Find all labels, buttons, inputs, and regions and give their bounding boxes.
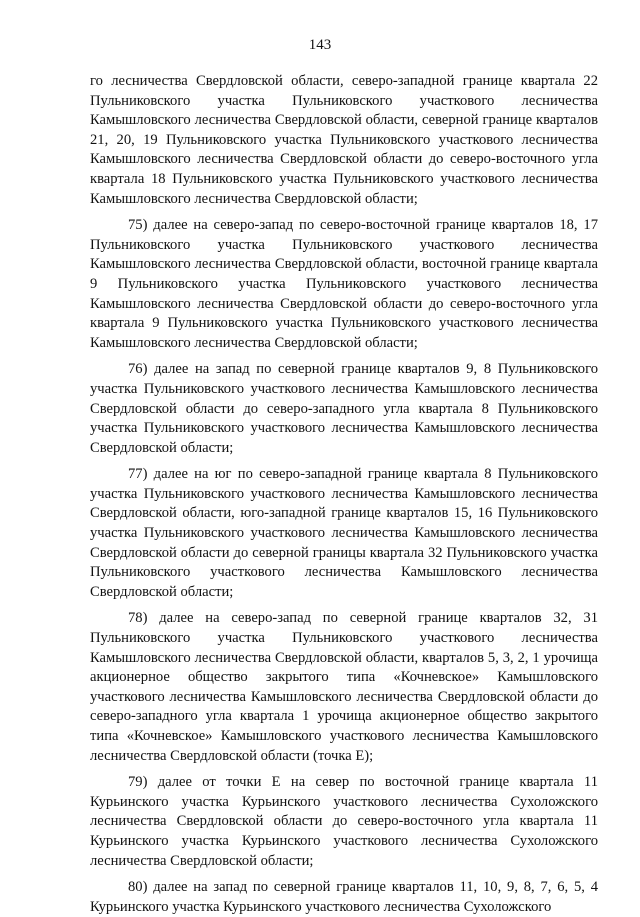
paragraph-item-76: 76) далее на запад по северной границе кварталов 9, 8 Пульниковского участка Пульниковского участкового лесничества Камышловского лесничества Свердловской области до северо-западного угла квартала 8 Пульниковского участка Пульниковского участкового лесничества Камышловского лесничества Свердловской области; [90, 361, 598, 456]
paragraph-continuation: го лесничества Свердловской области, северо-западной границе квартала 22 Пульниковского участка Пульниковского участкового лесничества Камышловского лесничества Свердловской области, северной границе кварталов 21, 20, 19 Пульниковского участка Пульниковского участкового лесничества Камышловского лесничества Свердловской области до северо-восточного угла квартала 18 Пульниковского участка Пульниковского участкового лесничества Камышловского лесничества Свердловской области; [90, 73, 598, 207]
paragraph-item-78: 78) далее на северо-запад по северной границе кварталов 32, 31 Пульниковского участка Пульниковского участкового лесничества Камышловского лесничества Свердловской области, кварталов 5, 3, 2, 1 урочища акционерное общество закрытого типа «Кочневское» Камышловского участкового лесничества Камышловского лесничества Свердловской области до северо-западного угла квартала 1 урочища акционерное общество закрытого типа «Кочневское» Камышловского участкового лесничества Камышловского лесничества Свердловской области (точка Е); [90, 610, 598, 764]
paragraph-item-75: 75) далее на северо-запад по северо-восточной границе кварталов 18, 17 Пульниковского участка Пульниковского участкового лесничества Камышловского лесничества Свердловской области, восточной границе квартала 9 Пульниковского участка Пульниковского участкового лесничества Камышловского лесничества Свердловской области до северо-восточного угла квартала 9 Пульниковского участка Пульниковского участкового лесничества Камышловского лесничества Свердловской области; [90, 217, 598, 351]
paragraph-item-80: 80) далее на запад по северной границе кварталов 11, 10, 9, 8, 7, 6, 5, 4 Курьинского участка Курьинского участкового лесничества Сухоложского [90, 879, 598, 915]
paragraph-item-79: 79) далее от точки Е на север по восточной границе квартала 11 Курьинского участка Курьинского участкового лесничества Сухоложского лесничества Свердловской области до северо-восточного угла квартала 11 Курьинского участка Курьинского участкового лесничества Сухоложского лесничества Свердловской области; [90, 774, 598, 869]
page-number: 143 [308, 37, 332, 53]
paragraph-item-77: 77) далее на юг по северо-западной границе квартала 8 Пульниковского участка Пульниковского участкового лесничества Камышловского лесничества Свердловской области, юго-западной границе кварталов 15, 16 Пульниковского участка Пульниковского участкового лесничества Камышловского лесничества Свердловской области до северной границы квартала 32 Пульниковского участка Пульниковского участкового лесничества Камышловского лесничества Свердловской области; [90, 466, 598, 600]
document-body [90, 72, 598, 917]
